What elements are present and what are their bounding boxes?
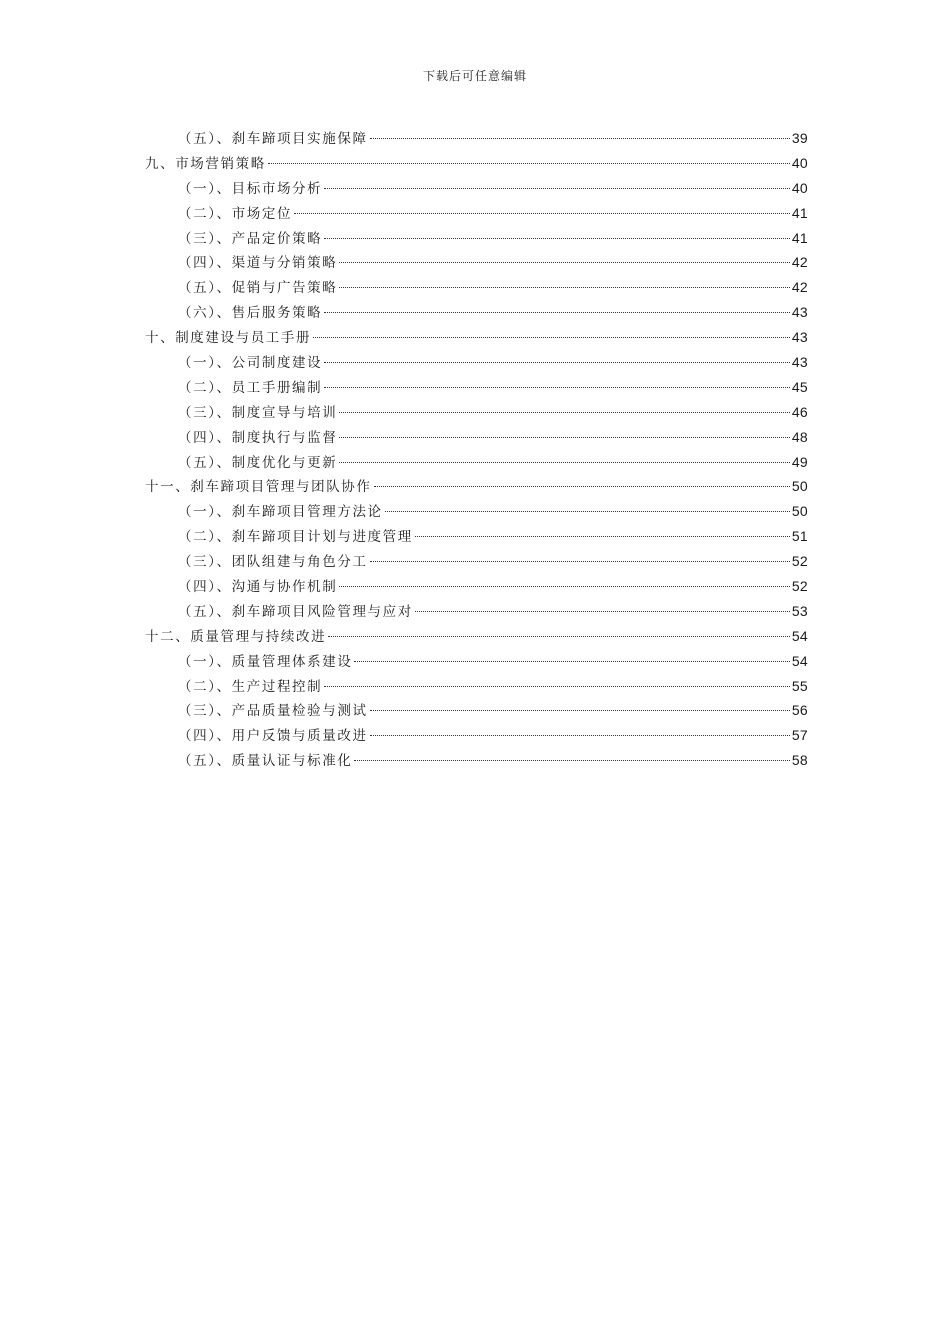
toc-dot-leader — [339, 586, 789, 587]
toc-entry-page-number: 54 — [791, 627, 808, 644]
toc-chapter-entry[interactable] — [145, 151, 808, 176]
toc-entry-page-number: 40 — [791, 154, 808, 171]
toc-section-entry[interactable] — [145, 549, 808, 574]
toc-entry-page-number: 43 — [791, 329, 808, 346]
page-header: 下载后可任意编辑 — [422, 69, 527, 83]
toc-entry-title: （二）、市场定位 — [178, 205, 293, 222]
toc-dot-leader — [339, 462, 789, 463]
toc-entry-page-number: 58 — [791, 752, 808, 769]
toc-dot-leader — [324, 686, 790, 687]
toc-entry-title: （二）、刹车蹄项目计划与进度管理 — [178, 529, 413, 546]
toc-entry-title: （五）、促销与广告策略 — [178, 280, 338, 297]
toc-dot-leader — [370, 710, 790, 711]
toc-section-entry[interactable] — [145, 748, 808, 773]
toc-dot-leader — [294, 213, 790, 214]
toc-section-entry[interactable] — [145, 375, 808, 400]
toc-dot-leader — [324, 238, 790, 239]
toc-chapter-entry[interactable] — [145, 624, 808, 649]
toc-dot-leader — [339, 412, 789, 413]
toc-entry-page-number: 52 — [791, 553, 808, 570]
toc-entry-title: （一）、质量管理体系建设 — [178, 653, 353, 670]
toc-entry-page-number: 51 — [791, 528, 808, 545]
toc-entry-page-number: 42 — [791, 254, 808, 271]
toc-dot-leader — [385, 511, 790, 512]
toc-entry-page-number: 41 — [791, 204, 808, 221]
toc-entry-page-number: 49 — [791, 453, 808, 470]
toc-entry-title: （四）、制度执行与监督 — [178, 429, 338, 446]
toc-section-entry[interactable] — [145, 698, 808, 723]
toc-dot-leader — [324, 188, 790, 189]
toc-entry-page-number: 50 — [791, 503, 808, 520]
toc-entry-title: （三）、团队组建与角色分工 — [178, 554, 368, 571]
toc-chapter-entry[interactable] — [145, 474, 808, 499]
toc-entry-title: （四）、渠道与分销策略 — [178, 255, 338, 272]
toc-section-entry[interactable] — [145, 499, 808, 524]
toc-section-entry[interactable] — [145, 250, 808, 275]
toc-section-entry[interactable] — [145, 649, 808, 674]
toc-entry-title: （三）、制度宣导与培训 — [178, 404, 338, 421]
toc-dot-leader — [339, 437, 789, 438]
toc-entry-page-number: 57 — [791, 727, 808, 744]
toc-section-entry[interactable] — [145, 226, 808, 251]
toc-dot-leader — [324, 387, 790, 388]
toc-dot-leader — [370, 735, 790, 736]
toc-chapter-entry[interactable] — [145, 325, 808, 350]
toc-dot-leader — [268, 163, 790, 164]
toc-dot-leader — [415, 611, 790, 612]
toc-entry-title: （一）、刹车蹄项目管理方法论 — [178, 504, 383, 521]
toc-entry-page-number: 41 — [791, 229, 808, 246]
toc-dot-leader — [339, 287, 789, 288]
toc-entry-title: （四）、沟通与协作机制 — [178, 579, 338, 596]
table-of-contents — [145, 126, 808, 773]
toc-entry-title: 十二、质量管理与持续改进 — [145, 628, 327, 645]
toc-section-entry[interactable] — [145, 450, 808, 475]
toc-dot-leader — [354, 760, 789, 761]
toc-section-entry[interactable] — [145, 300, 808, 325]
toc-entry-page-number: 53 — [791, 602, 808, 619]
toc-entry-title: （一）、目标市场分析 — [178, 180, 323, 197]
toc-section-entry[interactable] — [145, 201, 808, 226]
toc-section-entry[interactable] — [145, 723, 808, 748]
toc-entry-title: （二）、员工手册编制 — [178, 379, 323, 396]
toc-entry-title: （二）、生产过程控制 — [178, 678, 323, 695]
toc-section-entry[interactable] — [145, 524, 808, 549]
toc-entry-title: 十一、刹车蹄项目管理与团队协作 — [145, 479, 372, 496]
toc-dot-leader — [354, 661, 789, 662]
toc-entry-page-number: 56 — [791, 702, 808, 719]
toc-entry-title: （四）、用户反馈与质量改进 — [178, 728, 368, 745]
toc-entry-title: （五）、制度优化与更新 — [178, 454, 338, 471]
toc-entry-title: 十、制度建设与员工手册 — [145, 330, 312, 347]
toc-entry-page-number: 43 — [791, 304, 808, 321]
toc-entry-title: （一）、公司制度建设 — [178, 355, 323, 372]
toc-entry-title: （五）、刹车蹄项目风险管理与应对 — [178, 603, 413, 620]
toc-dot-leader — [415, 536, 790, 537]
toc-dot-leader — [313, 337, 790, 338]
toc-entry-title: （五）、质量认证与标准化 — [178, 753, 353, 770]
toc-entry-page-number: 54 — [791, 652, 808, 669]
toc-entry-page-number: 50 — [791, 478, 808, 495]
toc-dot-leader — [324, 312, 790, 313]
toc-section-entry[interactable] — [145, 400, 808, 425]
toc-section-entry[interactable] — [145, 126, 808, 151]
toc-dot-leader — [328, 636, 790, 637]
toc-entry-page-number: 43 — [791, 354, 808, 371]
toc-entry-page-number: 42 — [791, 279, 808, 296]
toc-entry-page-number: 48 — [791, 428, 808, 445]
toc-section-entry[interactable] — [145, 350, 808, 375]
toc-dot-leader — [339, 262, 789, 263]
toc-entry-title: （六）、售后服务策略 — [178, 305, 323, 322]
toc-section-entry[interactable] — [145, 674, 808, 699]
toc-entry-title: （三）、产品质量检验与测试 — [178, 703, 368, 720]
toc-entry-title: （五）、刹车蹄项目实施保障 — [178, 131, 368, 147]
toc-entry-title: （三）、产品定价策略 — [178, 230, 323, 247]
toc-dot-leader — [324, 362, 790, 363]
toc-section-entry[interactable] — [145, 425, 808, 450]
toc-dot-leader — [370, 561, 790, 562]
toc-section-entry[interactable] — [145, 275, 808, 300]
toc-dot-leader — [370, 138, 790, 139]
toc-section-entry[interactable] — [145, 599, 808, 624]
toc-entry-title: 九、市场营销策略 — [145, 155, 266, 172]
toc-entry-page-number: 52 — [791, 578, 808, 595]
toc-section-entry[interactable] — [145, 574, 808, 599]
toc-entry-page-number: 55 — [791, 677, 808, 694]
toc-entry-page-number: 45 — [791, 378, 808, 395]
toc-entry-page-number: 39 — [791, 130, 808, 146]
toc-section-entry[interactable] — [145, 176, 808, 201]
toc-dot-leader — [374, 486, 790, 487]
toc-entry-page-number: 40 — [791, 179, 808, 196]
toc-entry-page-number: 46 — [791, 403, 808, 420]
